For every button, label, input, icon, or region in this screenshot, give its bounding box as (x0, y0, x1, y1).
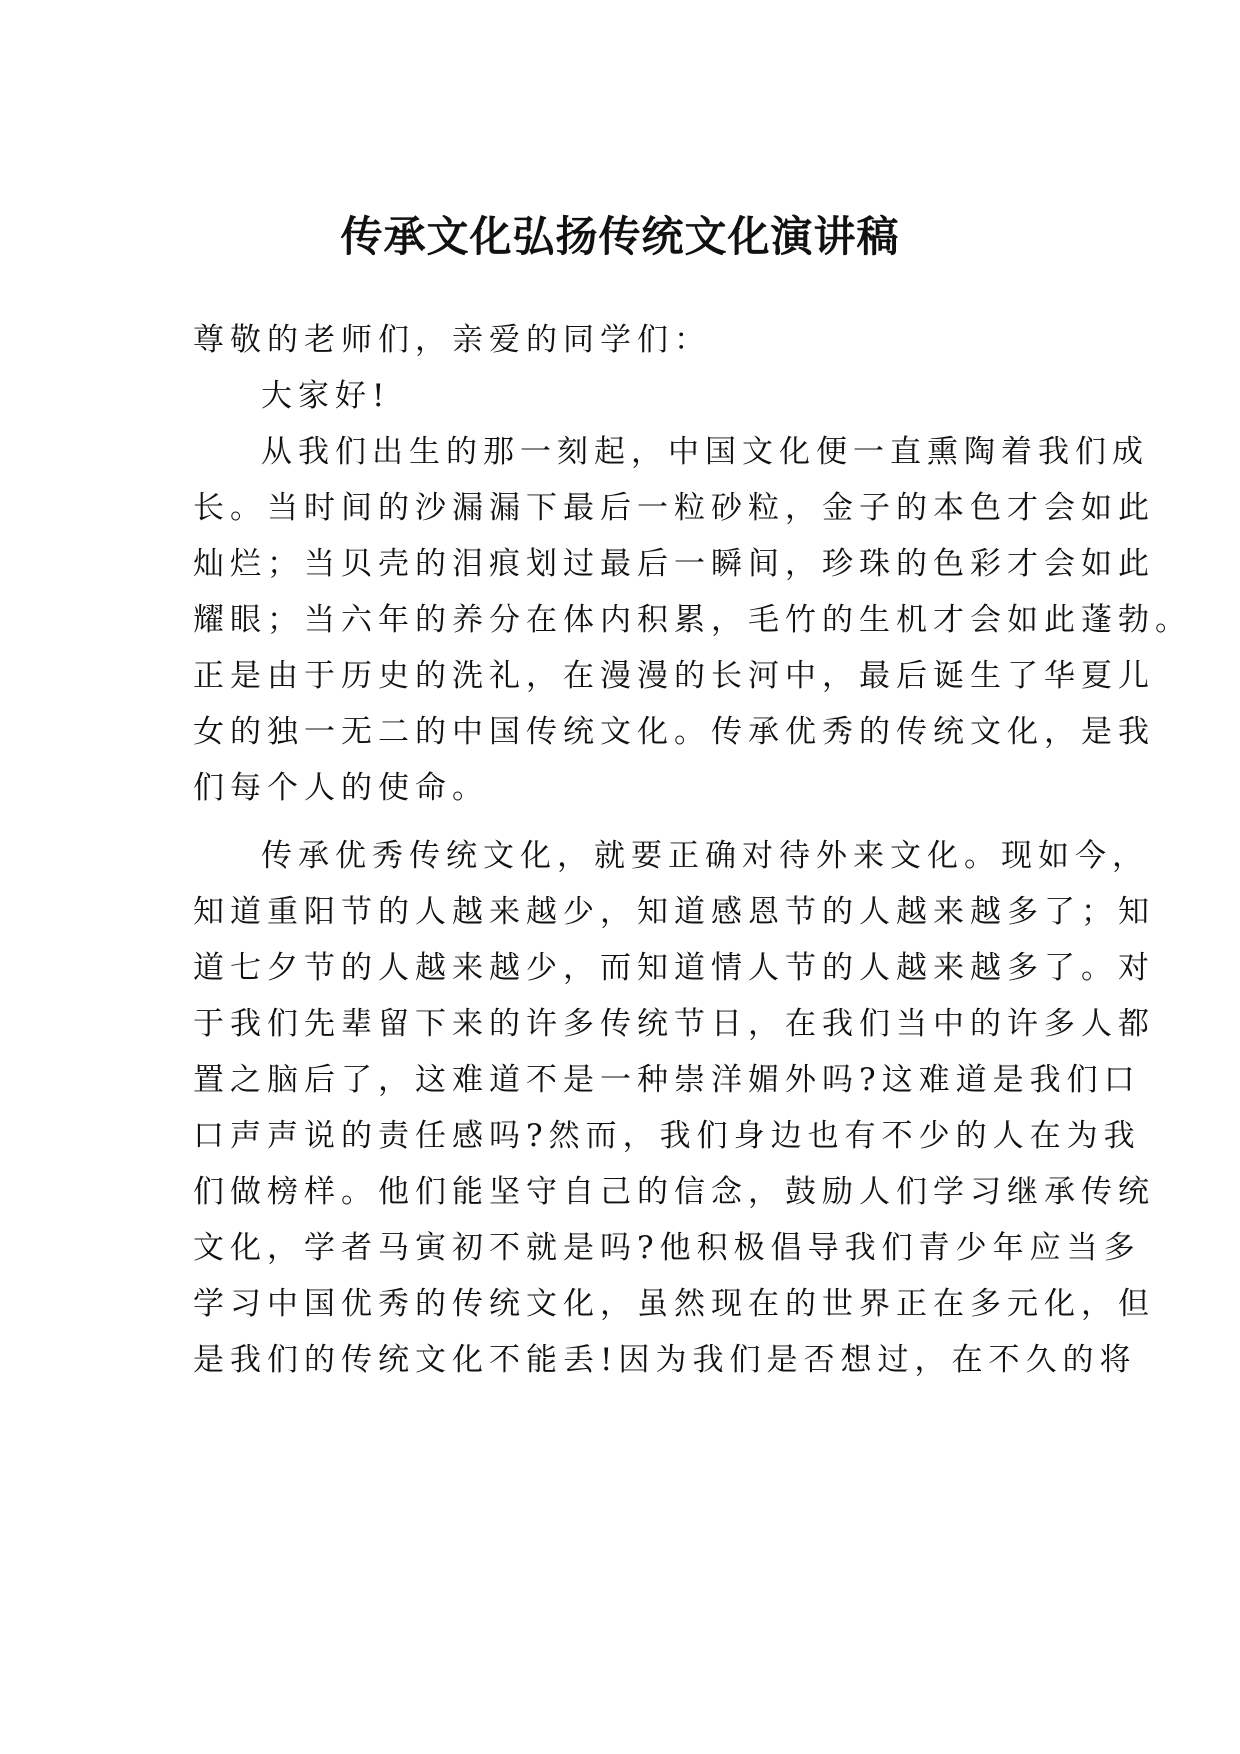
paragraph-line: 正是由于历史的洗礼，在漫漫的长河中，最后诞生了华夏儿 (193, 658, 1155, 694)
paragraph-line: 知道重阳节的人越来越少，知道感恩节的人越来越多了；知 (193, 894, 1155, 930)
paragraph-line: 们做榜样。他们能坚守自己的信念，鼓励人们学习继承传统 (193, 1174, 1155, 1210)
greeting: 大家好! (261, 378, 391, 414)
paragraph-spacer (193, 816, 1053, 828)
paragraph-line: 们每个人的使命。 (193, 770, 489, 806)
paragraph-1 (193, 424, 1192, 816)
paragraph-2 (193, 828, 1155, 1388)
paragraph-line: 口声声说的责任感吗?然而，我们身边也有不少的人在为我 (193, 1118, 1141, 1154)
paragraph-line: 学习中国优秀的传统文化，虽然现在的世界正在多元化，但 (193, 1286, 1155, 1322)
paragraph-line: 置之脑后了，这难道不是一种崇洋媚外吗?这难道是我们口 (193, 1062, 1141, 1098)
paragraph-line: 是我们的传统文化不能丢!因为我们是否想过，在不久的将 (193, 1342, 1137, 1378)
paragraph-line: 从我们出生的那一刻起，中国文化便一直熏陶着我们成 (261, 434, 1149, 470)
paragraph-line: 女的独一无二的中国传统文化。传承优秀的传统文化，是我 (193, 714, 1155, 750)
paragraph-line: 长。当时间的沙漏漏下最后一粒砂粒，金子的本色才会如此 (193, 490, 1155, 526)
paragraph-line: 耀眼；当六年的养分在体内积累，毛竹的生机才会如此蓬勃。 (193, 602, 1192, 638)
paragraph-line: 于我们先辈留下来的许多传统节日，在我们当中的许多人都 (193, 1006, 1155, 1042)
paragraph-line: 灿烂；当贝壳的泪痕划过最后一瞬间，珍珠的色彩才会如此 (193, 546, 1155, 582)
paragraph-line: 道七夕节的人越来越少，而知道情人节的人越来越多了。对 (193, 950, 1155, 986)
paragraph-line: 传承优秀传统文化，就要正确对待外来文化。现如今， (261, 838, 1149, 874)
salutation: 尊敬的老师们，亲爱的同学们： (193, 322, 711, 358)
document-title: 传承文化弘扬传统文化演讲稿 (340, 212, 900, 261)
paragraph-line: 文化，学者马寅初不就是吗?他积极倡导我们青少年应当多 (193, 1230, 1141, 1266)
document-body (193, 312, 1192, 1388)
